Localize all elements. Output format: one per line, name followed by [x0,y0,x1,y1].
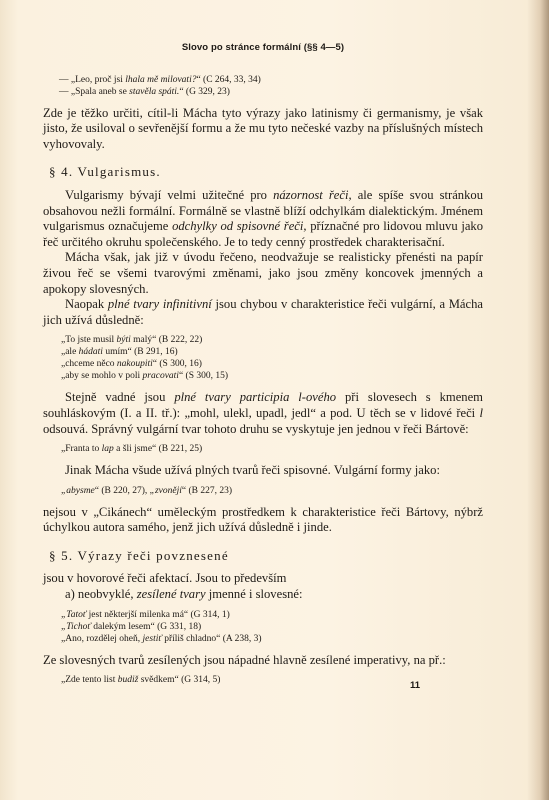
quote-line: „Tatoť jest některjší milenka má“ (G 314, 1) [61,609,230,620]
paragraph-afektace: jsou v hovorové řeči afektací. Jsou to především [43,571,287,586]
paragraph-macha: Mácha však, jak již v úvodu řečeno, neodvažuje se realisticky přenésti na papír živou řeč se všemi tvarovými změnami, jako jsou změny koncovek jmenných a apokopy slovesných. [43,250,483,296]
quote-line: „To jste musil býti malý“ (B 222, 22) [61,335,203,346]
abysme-quote [61,485,483,497]
paragraph-zesilene: a) neobvyklé, zesílené tvary jmenné i slovesné: [65,587,303,602]
quote-line: „Zde tento list budiž svědkem“ (G 314, 5) [61,675,221,686]
running-head: Slovo po stránce formální (§§ 4—5) [181,42,345,53]
paragraph-imperatives: Ze slovesných tvarů zesílených jsou nápadné hlavně zesílené imperativy, na př.: [43,652,446,667]
quote-line: — „Leo, proč jsi lhala mě milovati?“ (C 264, 33, 34) [59,74,261,85]
quote-line: „Ano, rozdělej oheň, jestiť příliš chladno“ (A 238, 3) [61,633,262,644]
page-edge-shadow [527,0,549,800]
quote-line: „Franta to lap a šli jsme“ (B 221, 25) [61,444,203,455]
paragraph-infinitive: Naopak plné tvary infinitivní jsou chybou v charakteristice řeči vulgární, a Mácha jich užívá důsledně: [43,297,483,327]
paragraph-latinisms: Zde je těžko určiti, cítil-li Mácha tyto výrazy jako latinismy či germanismy, je však jisto, že usiloval o sevřenější formu a že mu tyto nečeské vazby na příslušných místech vyhovovaly. [43,105,483,151]
strong-form-quotes [61,609,483,645]
paragraph-vulgarisms: Vulgarismy bývají velmi užitečné pro názornost řeči, ale spíše svou stránkou obsahovou nežli formální. Formálně se vlastně blíží odchylkám dialektickým. Jménem vulgarismus označujeme odchylky od spisovné řeči, příznačné pro lidovou mluvu jako řeč určitého okruhu společenského. Je to tedy cenný prostředek charakterisační. [43,187,484,249]
page-content [43,40,483,694]
paragraph-forms: Jinak Mácha všude užívá plných tvarů řeči spisovné. Vulgární formy jako: [65,463,440,478]
section-heading-5: § 5. Výrazy řeči povznesené [49,547,229,563]
quote-line: „Tichoť dalekým lesem“ (G 331, 18) [61,621,202,632]
quote-line: „abysme“ (B 220, 27), „zvonějí“ (B 227, 23) [61,485,233,496]
paragraph-cikanech: nejsou v „Cikánech“ uměleckým prostředkem k charakteristice řeči Bártovy, nýbrž úchylkou autora samého, jenž jich užívá důsledně i jinde. [43,504,483,535]
infinitive-quotes [61,334,483,382]
franta-quote [61,443,483,455]
quote-line: „aby se mohlo v poli pracovati“ (S 300, 15) [61,371,229,382]
intro-quotes [59,74,483,98]
quote-line: „ale hádati umím“ (B 291, 16) [61,347,178,358]
page-number: 11 [410,680,421,691]
quote-line: — „Spala aneb se stavěla spáti.“ (G 329, 23) [59,86,230,97]
section-heading-4: § 4. Vulgarismus. [49,164,161,180]
paragraph-participle: Stejně vadné jsou plné tvary participia l-ového při slovesech s kmenem souhláskovým (I. a II. tř.): „mohl, ulekl, upadl, jedl“ a pod. U těch se v lidové řeči l odsouvá. Správný vulgární tvar tohoto druhu se vyskytuje jen jednou v řeči Bártově: [43,390,483,436]
quote-line: „chceme něco nakoupiti“ (S 300, 16) [61,359,202,370]
